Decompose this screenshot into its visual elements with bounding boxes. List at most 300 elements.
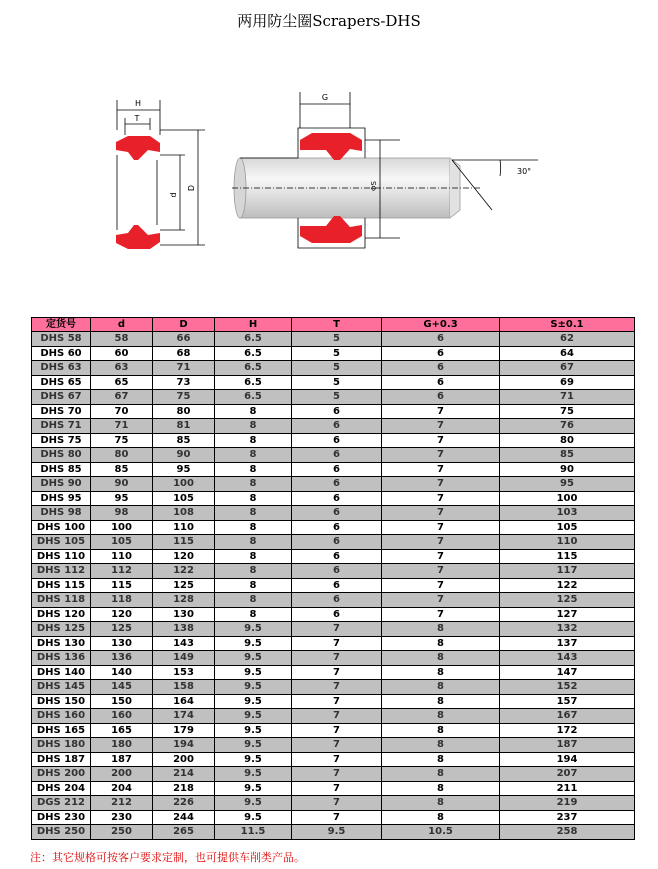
table-cell: 8 <box>382 796 500 811</box>
table-cell: 7 <box>382 491 500 506</box>
table-cell: 9.5 <box>215 709 292 724</box>
table-cell: 143 <box>153 636 215 651</box>
table-row <box>32 607 635 622</box>
table-cell: 73 <box>153 375 215 390</box>
table-row <box>32 723 635 738</box>
table-cell: 7 <box>292 723 382 738</box>
table-cell: 5 <box>292 332 382 347</box>
header-order-no: 定货号 <box>32 318 91 332</box>
table-cell: 6 <box>292 448 382 463</box>
table-cell: DHS 63 <box>32 361 91 376</box>
table-cell: 218 <box>153 781 215 796</box>
header-d: d <box>91 318 153 332</box>
table-row <box>32 332 635 347</box>
seal-profile-top-left <box>116 136 160 160</box>
seal-profile-top-right <box>300 133 362 160</box>
table-cell: 80 <box>500 433 635 448</box>
table-cell: 118 <box>91 593 153 608</box>
label-angle: 30° <box>517 167 532 176</box>
table-cell: 112 <box>91 564 153 579</box>
table-cell: DHS 71 <box>32 419 91 434</box>
table-cell: 98 <box>91 506 153 521</box>
table-cell: DHS 112 <box>32 564 91 579</box>
table-cell: 7 <box>382 549 500 564</box>
table-cell: 194 <box>153 738 215 753</box>
table-cell: 8 <box>382 694 500 709</box>
table-cell: 9.5 <box>215 810 292 825</box>
table-cell: 6 <box>292 593 382 608</box>
table-cell: 115 <box>91 578 153 593</box>
table-row <box>32 361 635 376</box>
table-cell: 143 <box>500 651 635 666</box>
table-cell: 194 <box>500 752 635 767</box>
table-cell: 9.5 <box>215 767 292 782</box>
table-cell: 100 <box>153 477 215 492</box>
table-row <box>32 346 635 361</box>
table-cell: 211 <box>500 781 635 796</box>
table-cell: 7 <box>292 738 382 753</box>
table-cell: 7 <box>382 419 500 434</box>
table-cell: 9.5 <box>215 752 292 767</box>
table-cell: DHS 67 <box>32 390 91 405</box>
table-cell: 62 <box>500 332 635 347</box>
table-cell: 71 <box>91 419 153 434</box>
table-cell: 160 <box>91 709 153 724</box>
table-cell: 105 <box>91 535 153 550</box>
table-cell: 8 <box>215 535 292 550</box>
table-row <box>32 535 635 550</box>
table-cell: 7 <box>292 694 382 709</box>
table-cell: 58 <box>91 332 153 347</box>
table-cell: 187 <box>91 752 153 767</box>
table-row <box>32 578 635 593</box>
table-cell: 7 <box>292 767 382 782</box>
table-cell: 8 <box>215 477 292 492</box>
table-row <box>32 477 635 492</box>
table-row <box>32 709 635 724</box>
table-cell: 76 <box>500 419 635 434</box>
table-cell: 7 <box>382 448 500 463</box>
seal-standalone-view <box>117 100 205 245</box>
table-cell: 8 <box>382 723 500 738</box>
table-row <box>32 390 635 405</box>
table-cell: 200 <box>91 767 153 782</box>
table-cell: DHS 90 <box>32 477 91 492</box>
table-cell: 6 <box>292 491 382 506</box>
table-cell: 6 <box>292 535 382 550</box>
table-cell: 8 <box>215 506 292 521</box>
table-cell: 7 <box>292 622 382 637</box>
table-cell: 7 <box>382 593 500 608</box>
table-cell: 7 <box>382 477 500 492</box>
table-cell: 145 <box>91 680 153 695</box>
table-cell: 265 <box>153 825 215 840</box>
table-cell: 5 <box>292 390 382 405</box>
table-cell: DHS 250 <box>32 825 91 840</box>
table-cell: 158 <box>153 680 215 695</box>
table-cell: 8 <box>382 767 500 782</box>
footnote: 注：其它规格可按客户要求定制，也可提供车削类产品。 <box>30 851 305 864</box>
table-cell: 7 <box>382 433 500 448</box>
table-cell: 8 <box>215 491 292 506</box>
table-row <box>32 520 635 535</box>
table-cell: DHS 130 <box>32 636 91 651</box>
table-cell: 152 <box>500 680 635 695</box>
table-cell: 110 <box>153 520 215 535</box>
table-cell: 214 <box>153 767 215 782</box>
header-g: G+0.3 <box>382 318 500 332</box>
table-cell: 167 <box>500 709 635 724</box>
table-cell: 137 <box>500 636 635 651</box>
table-cell: 68 <box>153 346 215 361</box>
table-row <box>32 462 635 477</box>
table-cell: DHS 60 <box>32 346 91 361</box>
table-cell: DHS 140 <box>32 665 91 680</box>
table-row <box>32 738 635 753</box>
table-row <box>32 810 635 825</box>
table-cell: 200 <box>153 752 215 767</box>
table-row <box>32 593 635 608</box>
table-cell: DHS 160 <box>32 709 91 724</box>
table-row <box>32 375 635 390</box>
header-D: D <box>153 318 215 332</box>
table-cell: 130 <box>153 607 215 622</box>
table-cell: 8 <box>215 433 292 448</box>
table-cell: 90 <box>153 448 215 463</box>
table-cell: 8 <box>215 549 292 564</box>
table-cell: 130 <box>91 636 153 651</box>
table-cell: 149 <box>153 651 215 666</box>
table-cell: DHS 230 <box>32 810 91 825</box>
table-cell: 187 <box>500 738 635 753</box>
table-cell: 5 <box>292 361 382 376</box>
table-cell: 204 <box>91 781 153 796</box>
table-cell: 128 <box>153 593 215 608</box>
table-cell: 6 <box>382 390 500 405</box>
table-cell: 127 <box>500 607 635 622</box>
table-cell: 6 <box>292 578 382 593</box>
table-cell: 5 <box>292 346 382 361</box>
table-cell: 7 <box>292 796 382 811</box>
table-cell: 180 <box>91 738 153 753</box>
table-row <box>32 404 635 419</box>
table-cell: 150 <box>91 694 153 709</box>
table-cell: 80 <box>153 404 215 419</box>
table-cell: 250 <box>91 825 153 840</box>
table-cell: 75 <box>91 433 153 448</box>
table-cell: 125 <box>500 593 635 608</box>
table-cell: 8 <box>215 593 292 608</box>
table-cell: DHS 187 <box>32 752 91 767</box>
table-cell: 7 <box>292 709 382 724</box>
header-s: S±0.1 <box>500 318 635 332</box>
table-cell: 6.5 <box>215 390 292 405</box>
table-cell: 6 <box>292 462 382 477</box>
table-cell: 75 <box>500 404 635 419</box>
table-cell: 122 <box>500 578 635 593</box>
table-cell: 125 <box>153 578 215 593</box>
table-cell: 8 <box>215 419 292 434</box>
table-cell: 174 <box>153 709 215 724</box>
table-cell: 207 <box>500 767 635 782</box>
table-cell: 67 <box>500 361 635 376</box>
table-cell: 75 <box>153 390 215 405</box>
table-cell: 71 <box>153 361 215 376</box>
table-cell: 7 <box>382 520 500 535</box>
label-g: G <box>321 93 329 102</box>
table-cell: 9.5 <box>215 796 292 811</box>
table-cell: DHS 200 <box>32 767 91 782</box>
table-cell: 63 <box>91 361 153 376</box>
table-cell: 80 <box>91 448 153 463</box>
table-cell: 85 <box>91 462 153 477</box>
table-cell: 95 <box>153 462 215 477</box>
table-cell: 70 <box>91 404 153 419</box>
table-cell: DHS 136 <box>32 651 91 666</box>
table-row <box>32 680 635 695</box>
table-cell: 179 <box>153 723 215 738</box>
table-cell: 115 <box>153 535 215 550</box>
table-cell: 219 <box>500 796 635 811</box>
table-cell: 7 <box>292 810 382 825</box>
table-cell: DHS 105 <box>32 535 91 550</box>
table-cell: 103 <box>500 506 635 521</box>
spec-table <box>31 317 635 840</box>
table-cell: 244 <box>153 810 215 825</box>
table-row <box>32 781 635 796</box>
table-cell: 95 <box>91 491 153 506</box>
table-row <box>32 506 635 521</box>
table-cell: 9.5 <box>215 781 292 796</box>
table-cell: 8 <box>382 651 500 666</box>
table-cell: DHS 65 <box>32 375 91 390</box>
table-cell: 6.5 <box>215 361 292 376</box>
table-cell: 8 <box>382 622 500 637</box>
table-cell: 165 <box>91 723 153 738</box>
table-cell: 147 <box>500 665 635 680</box>
table-cell: 60 <box>91 346 153 361</box>
table-cell: 258 <box>500 825 635 840</box>
table-cell: DHS 150 <box>32 694 91 709</box>
table-cell: 120 <box>153 549 215 564</box>
table-row <box>32 651 635 666</box>
table-cell: 9.5 <box>215 622 292 637</box>
table-cell: 7 <box>382 578 500 593</box>
table-cell: 6.5 <box>215 332 292 347</box>
table-cell: 66 <box>153 332 215 347</box>
table-cell: 105 <box>153 491 215 506</box>
table-cell: 7 <box>382 506 500 521</box>
table-cell: 157 <box>500 694 635 709</box>
table-cell: DHS 100 <box>32 520 91 535</box>
table-cell: DHS 95 <box>32 491 91 506</box>
table-cell: 8 <box>382 680 500 695</box>
table-cell: 110 <box>91 549 153 564</box>
table-cell: 172 <box>500 723 635 738</box>
table-cell: DHS 58 <box>32 332 91 347</box>
table-cell: 10.5 <box>382 825 500 840</box>
page-title: 两用防尘圈Scrapers-DHS <box>237 12 421 30</box>
table-cell: 7 <box>292 651 382 666</box>
table-cell: 6 <box>292 564 382 579</box>
table-cell: 8 <box>215 578 292 593</box>
table-cell: 6 <box>382 361 500 376</box>
table-cell: DHS 204 <box>32 781 91 796</box>
table-cell: 7 <box>382 564 500 579</box>
table-cell: DHS 118 <box>32 593 91 608</box>
table-cell: 226 <box>153 796 215 811</box>
table-cell: 6.5 <box>215 375 292 390</box>
table-row <box>32 564 635 579</box>
table-row <box>32 752 635 767</box>
table-cell: 6 <box>292 433 382 448</box>
table-cell: 90 <box>91 477 153 492</box>
table-cell: 7 <box>292 665 382 680</box>
label-ds: ΦS <box>370 181 378 191</box>
table-cell: 122 <box>153 564 215 579</box>
table-cell: 85 <box>500 448 635 463</box>
table-cell: 7 <box>382 535 500 550</box>
table-cell: 8 <box>382 752 500 767</box>
table-row <box>32 491 635 506</box>
label-t: T <box>134 114 140 123</box>
table-cell: 9.5 <box>215 651 292 666</box>
table-cell: 8 <box>382 738 500 753</box>
table-cell: 237 <box>500 810 635 825</box>
label-d-outer: D <box>187 184 196 192</box>
table-cell: 7 <box>292 752 382 767</box>
table-cell: 164 <box>153 694 215 709</box>
table-cell: 6 <box>292 419 382 434</box>
table-cell: 6 <box>292 549 382 564</box>
table-cell: DHS 110 <box>32 549 91 564</box>
table-cell: 125 <box>91 622 153 637</box>
table-cell: 9.5 <box>215 665 292 680</box>
table-cell: 7 <box>382 607 500 622</box>
table-cell: 117 <box>500 564 635 579</box>
table-cell: 90 <box>500 462 635 477</box>
table-row <box>32 665 635 680</box>
table-cell: DHS 98 <box>32 506 91 521</box>
table-cell: 7 <box>292 636 382 651</box>
table-cell: 212 <box>91 796 153 811</box>
table-row <box>32 433 635 448</box>
table-cell: 7 <box>382 404 500 419</box>
table-row <box>32 694 635 709</box>
table-cell: 132 <box>500 622 635 637</box>
table-cell: DGS 212 <box>32 796 91 811</box>
table-cell: 6 <box>292 506 382 521</box>
table-cell: 108 <box>153 506 215 521</box>
table-cell: 8 <box>215 520 292 535</box>
table-cell: 8 <box>215 462 292 477</box>
table-cell: 65 <box>91 375 153 390</box>
table-cell: DHS 115 <box>32 578 91 593</box>
table-cell: DHS 70 <box>32 404 91 419</box>
header-h: H <box>215 318 292 332</box>
table-cell: DHS 75 <box>32 433 91 448</box>
table-cell: 8 <box>382 665 500 680</box>
table-cell: 69 <box>500 375 635 390</box>
table-cell: 8 <box>382 810 500 825</box>
table-cell: DHS 120 <box>32 607 91 622</box>
seal-diagram <box>0 0 658 310</box>
table-cell: DHS 165 <box>32 723 91 738</box>
seal-profile-bottom-right <box>300 216 362 243</box>
table-cell: 120 <box>91 607 153 622</box>
table-row <box>32 419 635 434</box>
table-cell: 9.5 <box>215 694 292 709</box>
table-cell: 71 <box>500 390 635 405</box>
table-cell: 8 <box>215 564 292 579</box>
table-cell: 9.5 <box>215 636 292 651</box>
table-cell: 105 <box>500 520 635 535</box>
table-cell: 11.5 <box>215 825 292 840</box>
table-cell: DHS 180 <box>32 738 91 753</box>
label-h: H <box>134 99 142 108</box>
seal-profile-bottom-left <box>116 225 160 249</box>
table-cell: 9.5 <box>215 680 292 695</box>
table-cell: 6 <box>382 346 500 361</box>
table-cell: 6 <box>382 375 500 390</box>
table-cell: 7 <box>292 781 382 796</box>
table-cell: 6 <box>292 404 382 419</box>
table-cell: 67 <box>91 390 153 405</box>
table-cell: 110 <box>500 535 635 550</box>
table-cell: DHS 85 <box>32 462 91 477</box>
table-cell: 5 <box>292 375 382 390</box>
table-cell: 85 <box>153 433 215 448</box>
table-cell: 81 <box>153 419 215 434</box>
table-cell: 140 <box>91 665 153 680</box>
table-cell: 8 <box>382 636 500 651</box>
table-cell: DHS 80 <box>32 448 91 463</box>
table-cell: DHS 125 <box>32 622 91 637</box>
table-cell: 7 <box>382 462 500 477</box>
table-cell: 8 <box>215 448 292 463</box>
table-cell: 6 <box>292 520 382 535</box>
table-cell: 95 <box>500 477 635 492</box>
table-row <box>32 767 635 782</box>
table-body <box>32 332 635 840</box>
table-cell: 6.5 <box>215 346 292 361</box>
table-row <box>32 796 635 811</box>
header-t: T <box>292 318 382 332</box>
table-cell: 8 <box>215 404 292 419</box>
table-cell: 8 <box>382 781 500 796</box>
table-cell: DHS 145 <box>32 680 91 695</box>
table-header-row <box>32 318 635 332</box>
table-row <box>32 622 635 637</box>
table-row <box>32 448 635 463</box>
table-cell: 6 <box>292 607 382 622</box>
table-cell: 100 <box>91 520 153 535</box>
table-cell: 100 <box>500 491 635 506</box>
table-cell: 138 <box>153 622 215 637</box>
table-cell: 136 <box>91 651 153 666</box>
table-cell: 6 <box>382 332 500 347</box>
table-cell: 9.5 <box>292 825 382 840</box>
table-cell: 9.5 <box>215 723 292 738</box>
table-cell: 153 <box>153 665 215 680</box>
table-cell: 9.5 <box>215 738 292 753</box>
table-row <box>32 636 635 651</box>
table-row <box>32 825 635 840</box>
table-row <box>32 549 635 564</box>
table-cell: 230 <box>91 810 153 825</box>
table-cell: 64 <box>500 346 635 361</box>
table-cell: 115 <box>500 549 635 564</box>
